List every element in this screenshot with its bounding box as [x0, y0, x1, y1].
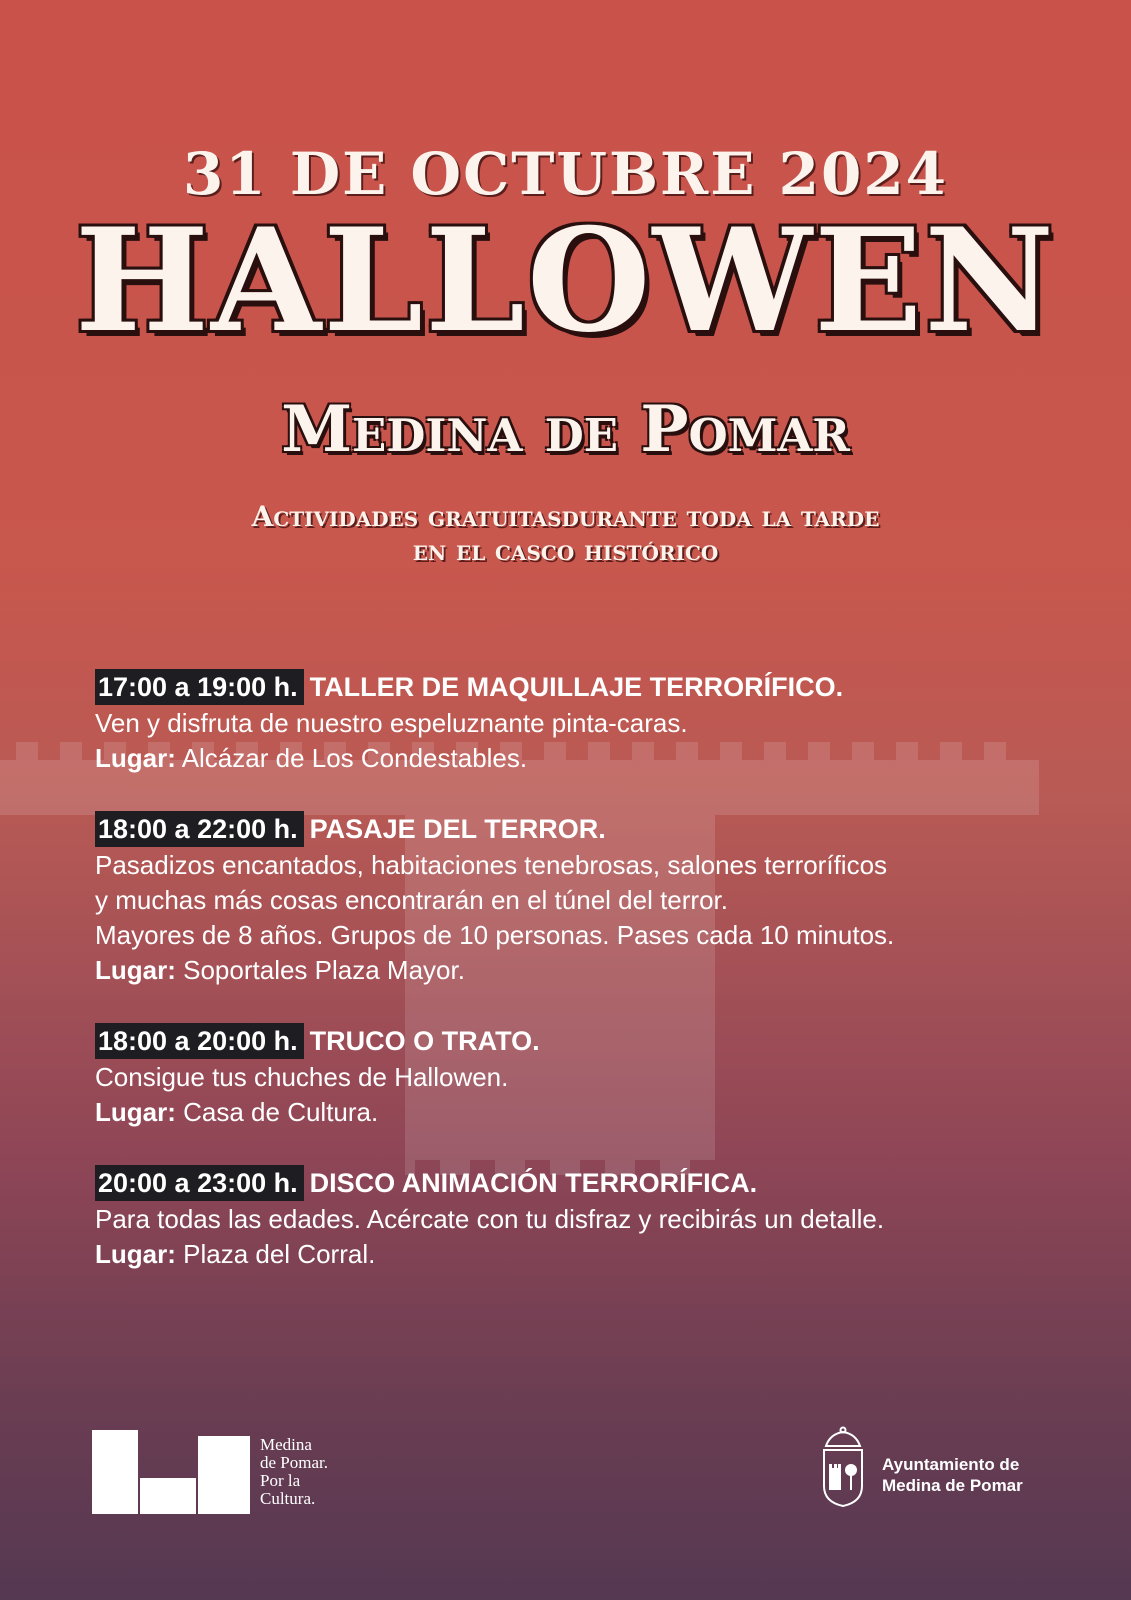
- event-description: y muchas más cosas encontrarán en el túnel del terror.: [95, 885, 728, 915]
- event-description: Pasadizos encantados, habitaciones tenebrosas, salones terroríficos: [95, 850, 888, 880]
- town-name: Medina de Pomar: [281, 392, 850, 467]
- location-label: Lugar:: [95, 955, 176, 985]
- event-title: DISCO ANIMACIÓN TERRORÍFICA.: [309, 1168, 758, 1198]
- location-value: Alcázar de Los Condestables.: [181, 743, 528, 773]
- city-council-line: Medina de Pomar: [882, 1476, 1023, 1495]
- culture-logo-line: Medina: [260, 1435, 312, 1454]
- event-title: TRUCO O TRATO.: [309, 1026, 540, 1056]
- subtitle-line-2: en el casco histórico: [412, 534, 719, 567]
- location-label: Lugar:: [95, 1239, 176, 1269]
- coat-of-arms-icon: [818, 1426, 868, 1510]
- castle-blocks-logo-icon: [92, 1430, 250, 1514]
- event-item: [95, 1022, 1055, 1130]
- location-value: Soportales Plaza Mayor.: [183, 955, 465, 985]
- location-label: Lugar:: [95, 1097, 176, 1127]
- event-location: [95, 953, 1055, 988]
- event-time-badge: 18:00 a 22:00 h.: [95, 811, 304, 847]
- event-description: Ven y disfruta de nuestro espeluznante pinta-caras.: [95, 708, 688, 738]
- event-title: PASAJE DEL TERROR.: [309, 814, 606, 844]
- event-time-badge: 17:00 a 19:00 h.: [95, 669, 304, 705]
- event-location: [95, 1095, 1055, 1130]
- culture-logo-line: de Pomar.: [260, 1453, 328, 1472]
- location-value: Casa de Cultura.: [183, 1097, 379, 1127]
- culture-logo-line: Cultura.: [260, 1489, 316, 1508]
- event-description: Mayores de 8 años. Grupos de 10 personas. Pases cada 10 minutos.: [95, 920, 895, 950]
- city-council-name: [882, 1454, 1023, 1496]
- location-label: Lugar:: [95, 743, 176, 773]
- event-item: [95, 668, 1055, 776]
- culture-logo: [92, 1430, 352, 1514]
- event-item: [95, 1164, 1055, 1272]
- subtitle: [0, 500, 1131, 568]
- event-location: [95, 1237, 1055, 1272]
- event-description: Para todas las edades. Acércate con tu disfraz y recibirás un detalle.: [95, 1204, 885, 1234]
- event-time-badge: 20:00 a 23:00 h.: [95, 1165, 304, 1201]
- culture-logo-text: [260, 1436, 328, 1508]
- event-time-badge: 18:00 a 20:00 h.: [95, 1023, 304, 1059]
- event-title: TALLER DE MAQUILLAJE TERRORÍFICO.: [309, 672, 844, 702]
- city-council-line: Ayuntamiento de: [882, 1455, 1020, 1474]
- event-description: Consigue tus chuches de Hallowen.: [95, 1062, 509, 1092]
- city-council-logo: [818, 1426, 1058, 1510]
- event-list: [95, 668, 1055, 1306]
- location-value: Plaza del Corral.: [183, 1239, 376, 1269]
- page-title: HALLOWEN: [74, 198, 1057, 364]
- event-location: [95, 741, 1055, 776]
- subtitle-line-1: Actividades gratuitasdurante toda la tarde: [251, 500, 880, 533]
- event-date: 31 DE OCTUBRE 2024: [182, 140, 949, 208]
- event-item: [95, 810, 1055, 988]
- culture-logo-line: Por la: [260, 1471, 301, 1490]
